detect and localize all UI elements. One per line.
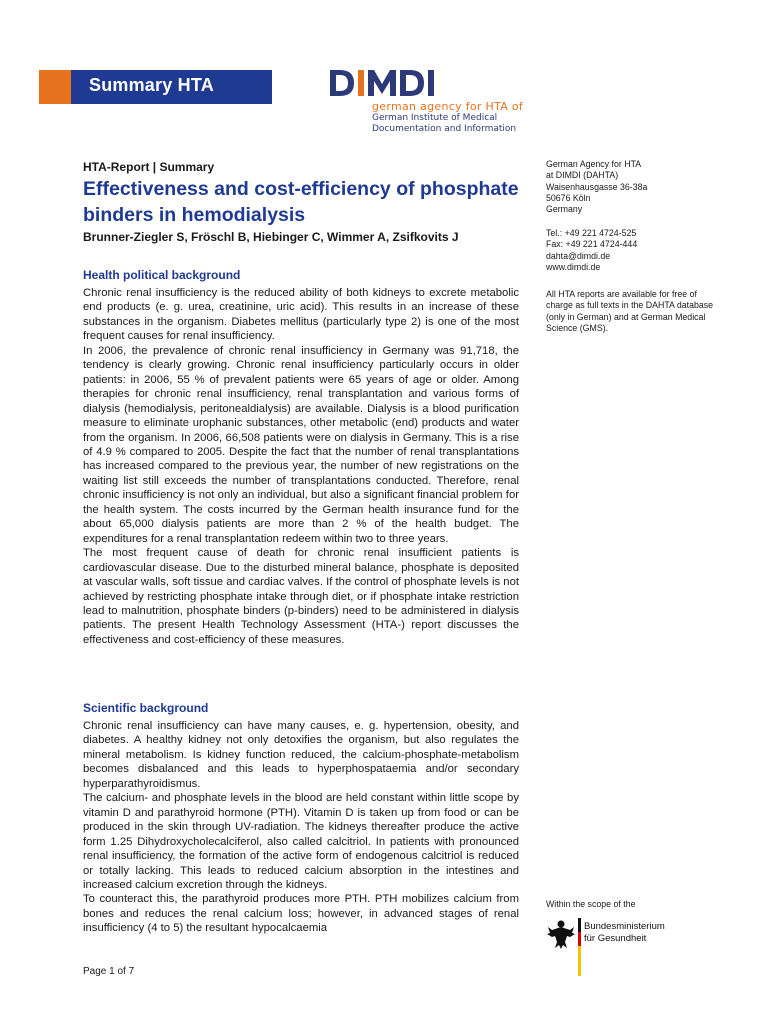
contact-website-link[interactable]: www.dimdi.de — [546, 261, 601, 272]
logo-documentation-line: Documentation and Information — [372, 124, 517, 134]
paragraph: The most frequent cause of death for chronic renal insufficient patients is cardiovascular disease. Due to the disturbed mineral balance, phosphate is deposited at vascular walls, soft tissue and cardiac valves. If the control of phosphate levels is not achieved by restricting phosphate intake through diet, or if phosphate intake restriction lead to malnutrition, phosphate binders (p-binders) need to be administered in dialysis patients. The present Health Technology Assessment (HTA-) report discusses the effectiveness and cost-efficiency of these measures. — [83, 547, 519, 646]
address-line: German Agency for HTA — [546, 159, 642, 169]
banner-title: Summary HTA — [89, 75, 214, 95]
report-title: Effectiveness and cost-efficiency of phosphate binders in hemodialysis — [83, 178, 519, 226]
flag-stripe-red — [578, 932, 581, 946]
paragraph: The calcium- and phosphate levels in the blood are held constant within little scope by vitamin D and parathyroid hormone (PTH). Vitamin D is taken up from food or can be produced in the skin through UV-radiation. The kidneys thereafter produce the active form 1.25 Dihydroxycholecalciferol, also called calcitriol. In patients with pronounced renal insufficiency, the formation of the active form of endogenous calcitriol is reduced or totally lacking. This leads to reduced calcium absorption in the intestines and increased calcium excretion through the kidneys. — [83, 792, 519, 891]
report-authors: Brunner-Ziegler S, Fröschl B, Hiebinger C, Wimmer A, Zsifkovits J — [83, 230, 459, 244]
dimdi-wordmark-graphic — [326, 66, 466, 100]
ministry-name-line1: Bundesministerium — [584, 921, 665, 932]
scope-label: Within the scope of the — [546, 899, 636, 909]
paragraph: In 2006, the prevalence of chronic renal insufficiency in Germany was 91,718, the tendency is clearly growing. Chronic renal insufficiency particularly occurs in older patients: in 2006, 55 % of prevalent patients were 65 years of age or older. Among therapies for chronic renal insufficiency, renal transplantation and various forms of dialysis (hemodialysis, peritonealdialysis) are available. Dialysis is a blood purification measure to eliminate urophanic substances, other metabolic (end) products and water from the organism. In 2006, 66,508 patients were on dialysis in Germany. This is a rise of 4.9 % compared to 2005. Despite the fact that the number of renal transplantations has increased compared to the previous year, the number of new registrations on the waiting list still exceeds the number of transplantations conducted. Therefore, renal chronic insufficiency is not only an individual, but also a significant financial problem for the health system. The costs incurred by the German health insurance fund for the about 65,000 dialysis patients are more than 2 % of the health budget. The expenditures for a renal transplantation redeem within two to three years. — [83, 344, 519, 545]
section-body-health-political — [83, 286, 519, 647]
sidebar-contact — [546, 228, 716, 273]
paragraph: Chronic renal insufficiency is the reduced ability of both kidneys to excrete metabolic end products (e. g. urea, creatinine, uric acid). This results in an increase of these substances in the organism. Diabetes mellitus (particularly type 2) is one of the most frequent causes for renal insufficiency. — [83, 287, 519, 343]
address-line: Germany — [546, 204, 583, 215]
address-line: at DIMDI (DAHTA) — [546, 170, 619, 181]
section-heading-scientific: Scientific background — [83, 701, 209, 715]
flag-stripe-gold — [578, 946, 581, 976]
banner-accent-bar — [39, 70, 71, 104]
sidebar-availability-note — [546, 289, 716, 334]
sidebar-address — [546, 159, 716, 215]
report-type-label: HTA-Report | Summary — [83, 160, 215, 174]
contact-fax: Fax: +49 221 4724-444 — [546, 239, 638, 250]
section-heading-health-political: Health political background — [83, 268, 241, 282]
dimdi-logo — [326, 66, 526, 138]
section-body-scientific — [83, 719, 519, 936]
logo-tagline: german agency for HTA of — [372, 100, 524, 113]
paragraph: To counteract this, the parathyroid produces more PTH. PTH mobilizes calcium from bones and reduces the renal calcium loss; however, in advanced stages of renal insufficiency (4 to 5) the resultant hypocalcaemia — [83, 893, 519, 935]
contact-phone: Tel.: +49 221 4724-525 — [546, 228, 637, 238]
ministry-logo — [546, 916, 676, 978]
ministry-name-line2: für Gesundheit — [584, 933, 647, 944]
availability-note-text: All HTA reports are available for free of charge as full texts in the DAHTA database (only in German) and at German Medical Science (GMS). — [546, 289, 714, 333]
address-line: 50676 Köln — [546, 192, 591, 203]
paragraph: Chronic renal insufficiency can have many causes, e. g. hypertension, obesity, and diabetes. A healthy kidney not only detoxifies the organism, but also regulates the mineral metabolism. Is kidney function reduced, the calcium-phosphate-metabolism becomes disbalanced and this leads to hyperphospataemia and/or secondary hyperparathyroidismus. — [83, 720, 519, 790]
page-number: Page 1 of 7 — [83, 966, 135, 977]
contact-email-link[interactable]: dahta@dimdi.de — [546, 250, 611, 261]
logo-institute-line: German Institute of Medical — [372, 113, 498, 123]
federal-eagle-icon — [546, 918, 576, 954]
address-line: Waisenhausgasse 36-38a — [546, 181, 648, 192]
flag-stripe-black — [578, 918, 581, 932]
